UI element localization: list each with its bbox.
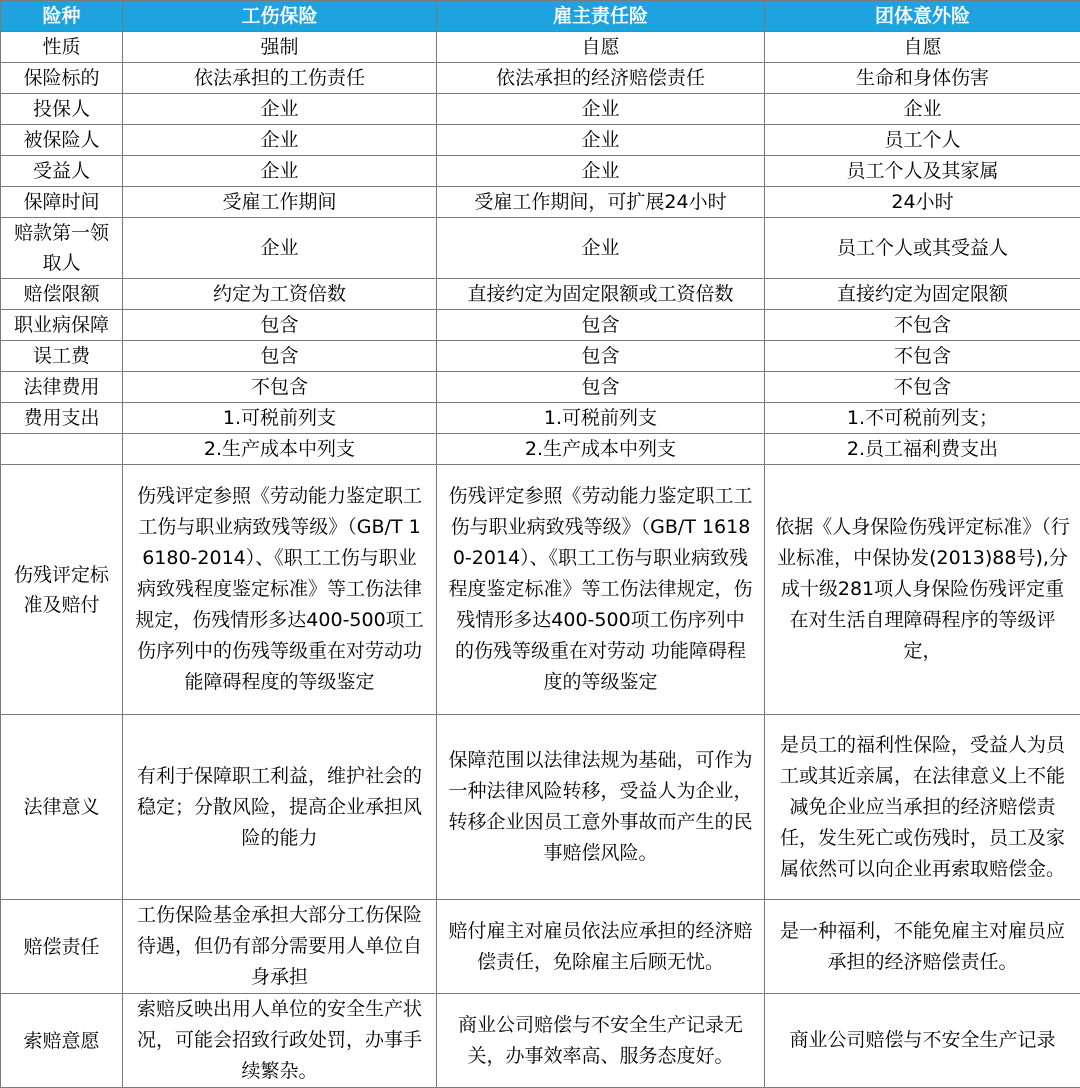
table-row (1, 125, 1080, 156)
table-row (1, 218, 1080, 279)
table-cell: 企业 (437, 94, 765, 125)
table-cell: 2.员工福利费支出 (765, 434, 1080, 465)
row-label: 法律意义 (1, 715, 123, 900)
header-category: 险种 (1, 1, 123, 32)
row-label: 被保险人 (1, 125, 123, 156)
row-label: 保险标的 (1, 63, 123, 94)
table-row (1, 341, 1080, 372)
row-label: 保障时间 (1, 187, 123, 218)
table-cell: 企业 (437, 156, 765, 187)
row-label: 投保人 (1, 94, 123, 125)
table-cell: 赔付雇主对雇员依法应承担的经济赔偿责任，免除雇主后顾无忧。 (437, 900, 765, 994)
table-cell: 企业 (123, 156, 437, 187)
table-cell: 包含 (123, 310, 437, 341)
table-row (1, 900, 1080, 994)
table-row (1, 994, 1080, 1088)
table-cell: 是员工的福利性保险，受益人为员工或其近亲属，在法律意义上不能减免企业应当承担的经济赔偿责任，发生死亡或伤残时，员工及家属依然可以向企业再索取赔偿金。 (765, 715, 1080, 900)
row-label: 性质 (1, 32, 123, 63)
row-label: 索赔意愿 (1, 994, 123, 1088)
row-label: 法律费用 (1, 372, 123, 403)
row-label: 误工费 (1, 341, 123, 372)
table-row (1, 94, 1080, 125)
table-cell: 不包含 (765, 310, 1080, 341)
table-cell: 企业 (123, 125, 437, 156)
table-cell: 企业 (123, 218, 437, 279)
table-row (1, 715, 1080, 900)
table-cell: 2.生产成本中列支 (437, 434, 765, 465)
table-cell: 直接约定为固定限额 (765, 279, 1080, 310)
table-cell: 包含 (123, 341, 437, 372)
row-label: 受益人 (1, 156, 123, 187)
table-cell: 自愿 (765, 32, 1080, 63)
table-row (1, 465, 1080, 715)
table-cell: 不包含 (765, 341, 1080, 372)
table-cell: 商业公司赔偿与不安全生产记录无关，办事效率高、服务态度好。 (437, 994, 765, 1088)
table-cell: 自愿 (437, 32, 765, 63)
table-cell: 24小时 (765, 187, 1080, 218)
row-label: 伤残评定标准及赔付 (1, 465, 123, 715)
header-group-accident: 团体意外险 (765, 1, 1080, 32)
table-row (1, 156, 1080, 187)
table-cell: 员工个人 (765, 125, 1080, 156)
table-cell: 依据《人身保险伤残评定标准》（行业标准，中保协发(2013)88号),分成十级281项人身保险伤残评定重在对生活自理障碍程序的等级评定， (765, 465, 1080, 715)
table-row (1, 434, 1080, 465)
table-cell: 直接约定为固定限额或工资倍数 (437, 279, 765, 310)
table-cell: 受雇工作期间 (123, 187, 437, 218)
table-cell: 2.生产成本中列支 (123, 434, 437, 465)
table-cell: 索赔反映出用人单位的安全生产状况，可能会招致行政处罚，办事手续繁杂。 (123, 994, 437, 1088)
table-cell: 企业 (437, 218, 765, 279)
table-cell: 保障范围以法律法规为基础，可作为一种法律风险转移，受益人为企业，转移企业因员工意外事故而产生的民事赔偿风险。 (437, 715, 765, 900)
row-label: 赔偿责任 (1, 900, 123, 994)
table-cell: 工伤保险基金承担大部分工伤保险待遇，但仍有部分需要用人单位自身承担 (123, 900, 437, 994)
table-cell: 员工个人及其家属 (765, 156, 1080, 187)
table-cell: 伤残评定参照《劳动能力鉴定职工工伤与职业病致残等级》（GB/T 16180-2014）、《职工工伤与职业病致残程度鉴定标准》等工伤法律规定，伤残情形多达400-500项工伤序列中的伤残等级重在对劳动功能障碍程度的等级鉴定 (123, 465, 437, 715)
table-cell: 1.可税前列支 (437, 403, 765, 434)
table-cell: 企业 (437, 125, 765, 156)
table-cell: 商业公司赔偿与不安全生产记录 (765, 994, 1080, 1088)
table-cell: 包含 (437, 341, 765, 372)
table-cell: 员工个人或其受益人 (765, 218, 1080, 279)
table-cell: 1.可税前列支 (123, 403, 437, 434)
header-employer-liability: 雇主责任险 (437, 1, 765, 32)
header-row (1, 1, 1080, 32)
row-label: 赔偿限额 (1, 279, 123, 310)
row-label: 赔款第一领取人 (1, 218, 123, 279)
table-row (1, 310, 1080, 341)
table-row (1, 187, 1080, 218)
table-cell: 包含 (437, 310, 765, 341)
table-cell: 受雇工作期间，可扩展24小时 (437, 187, 765, 218)
table-cell: 企业 (765, 94, 1080, 125)
table-cell: 伤残评定参照《劳动能力鉴定职工工伤与职业病致残等级》（GB/T 16180-2014）、《职工工伤与职业病致残程度鉴定标准》等工伤法律规定，伤残情形多达400-500项工伤序列中的伤残等级重在对劳动 功能障碍程度的等级鉴定 (437, 465, 765, 715)
table-cell: 不包含 (123, 372, 437, 403)
row-label: 职业病保障 (1, 310, 123, 341)
table-cell: 依法承担的工伤责任 (123, 63, 437, 94)
table-cell: 约定为工资倍数 (123, 279, 437, 310)
table-cell: 依法承担的经济赔偿责任 (437, 63, 765, 94)
table-cell: 强制 (123, 32, 437, 63)
table-row (1, 403, 1080, 434)
table-row (1, 372, 1080, 403)
table-cell: 包含 (437, 372, 765, 403)
table-cell: 不包含 (765, 372, 1080, 403)
table-row (1, 63, 1080, 94)
row-label (1, 434, 123, 465)
table-cell: 有利于保障职工利益，维护社会的稳定；分散风险，提高企业承担风险的能力 (123, 715, 437, 900)
table-cell: 生命和身体伤害 (765, 63, 1080, 94)
header-work-injury: 工伤保险 (123, 1, 437, 32)
table-row (1, 279, 1080, 310)
row-label: 费用支出 (1, 403, 123, 434)
table-row (1, 32, 1080, 63)
table-cell: 1.不可税前列支； (765, 403, 1080, 434)
table-cell: 企业 (123, 94, 437, 125)
table-cell: 是一种福利，不能免雇主对雇员应承担的经济赔偿责任。 (765, 900, 1080, 994)
